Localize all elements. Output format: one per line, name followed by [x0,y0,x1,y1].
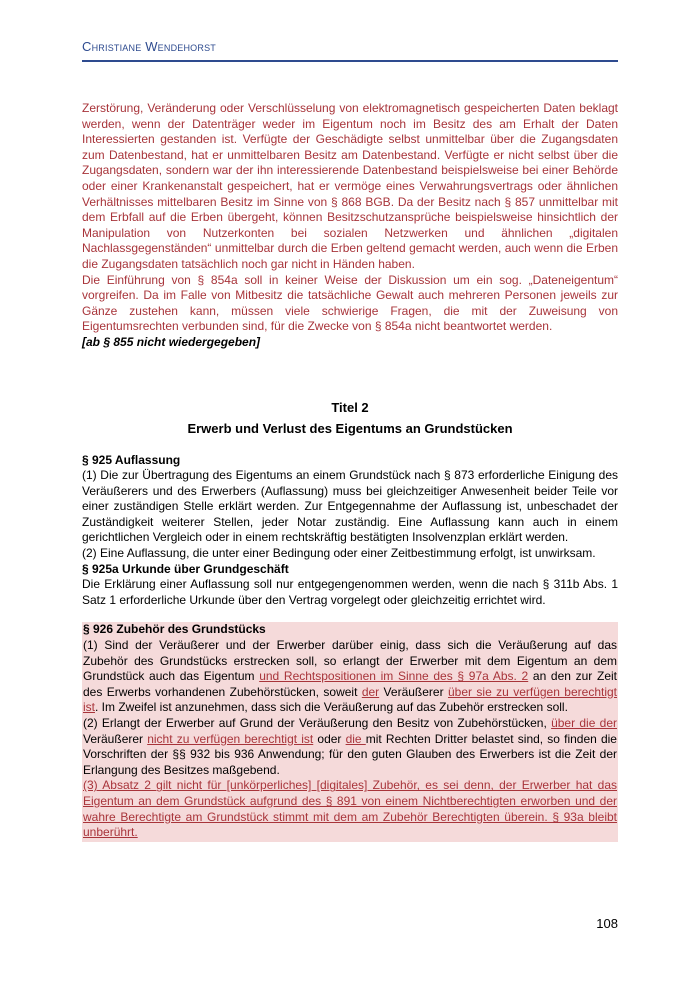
text-run: oder [313,731,346,746]
amendment-insert: der [361,684,380,699]
section-925a-heading: § 925a Urkunde über Grundgeschäft [82,561,289,576]
title-number: Titel 2 [331,399,369,415]
title-block [82,397,618,439]
omitted-note: [ab § 855 nicht wiedergegeben] [82,334,261,349]
section-926-para-2 [83,716,617,778]
amendment-insert: nicht zu verfügen berechtigt ist [147,731,314,746]
amendment-insert: die [345,731,366,746]
section-925-para-2: (2) Eine Auflassung, die unter einer Bedingung oder einer Zeitbestimmung erfolgt, ist unwirksam. [82,546,596,561]
intro-paragraph-1: Zerstörung, Veränderung oder Verschlüsselung von elektromagnetisch gespeicherten Daten beklagt werden, wenn der Datenträger weder im Eigentum noch im Besitz des am Erhalt der Daten Interessierten gestanden ist. Verfügte der Geschädigte selbst unmittelbar über die Zugangsdaten zum Datenbestand, hat er unmittelbaren Besitz am Datenbestand. Verfügte er nicht selbst über die Zugangsdaten, sondern war der ihn interessierende Datenbestand beispielsweise bei einer Behörde oder einer Krankenanstalt gespeichert, hat er vermöge eines Verwahrungsvertrags oder ähnlichen Verhältnisses mittelbaren Besitz im Sinne von § 868 BGB. Da der Besitz nach § 857 unmittelbar mit dem Erbfall auf die Erben übergeht, können Besitzschutzansprüche beispielsweise hinsichtlich der Manipulation von Nutzerkonten bei sozialen Netzwerken und ähnlichen „digitalen Nachlassgegenständen“ unmittelbar durch die Erben geltend gemacht werden, auch wenn die Erben die Zugangsdaten tatsächlich noch gar nicht in Händen haben. [82,101,618,271]
page-body [82,101,618,842]
section-925-heading: § 925 Auflassung [82,452,181,467]
page-number: 108 [596,916,618,931]
text-run: an den zur Zeit des Erwerbs vorhandenen Zubehörstücken, soweit [83,669,617,699]
page-header [82,38,618,62]
text-run: (2) Erlangt der Erwerber auf Grund der Veräußerung den Besitz von Zubehörstücken, [83,716,552,730]
text-run: . Im Zweifel ist anzunehmen, dass sich die Veräußerung auf das Zubehör erstrecken soll. [95,700,568,715]
text-run: Veräußerer [83,731,148,746]
header-author: Christiane Wendehorst [82,39,216,54]
section-925-para-1: (1) Die zur Übertragung des Eigentums an einem Grundstück nach § 873 erforderliche Einigung des Veräußerers und des Erwerbers (Auflassung) muss bei gleichzeitiger Anwesenheit beider Teile vor einer zuständigen Stelle erklärt werden. Zur Entgegennahme der Auflassung ist, unbeschadet der Zuständigkeit weiterer Stellen, jeder Notar zuständig. Eine Auflassung kann auch in einem gerichtlichen Vergleich oder in einem rechtskräftig bestätigten Insolvenzplan erklärt werden. [82,468,618,545]
section-925a-para-1: Die Erklärung einer Auflassung soll nur entgegengenommen werden, wenn die nach § 311b Abs. 1 Satz 1 erforderliche Urkunde über den Vertrag vorgelegt oder gleichzeitig errichtet wird. [82,577,618,607]
amendment-insert: und Rechtspositionen im Sinne des § 97a Abs. 2 [259,669,529,684]
amendment-insert: über die der [551,716,617,730]
section-926-highlight [82,622,618,841]
section-926-para-1 [83,638,617,716]
section-926-para-3: (3) Absatz 2 gilt nicht für [unkörperliches] [digitales] Zubehör, es sei denn, der Erwerber hat das Eigentum an dem Grundstück aufgrund des § 891 von einem Nichtberechtigten erworben und der wahre Berechtigte am Grundstück stimmt mit dem am Zubehör Berechtigten überein. § 93a bleibt unberührt. [83,778,617,840]
text-run: mit Rechten Dritter belastet sind, so finden die Vorschriften der §§ 932 bis 936 Anwendung; für den guten Glauben des Erwerbers ist die Zeit der Erlangung des Besitzes maßgebend. [83,731,617,777]
intro-paragraph-2: Die Einführung von § 854a soll in keiner Weise der Diskussion um ein sog. „Dateneigentum“ vorgreifen. Da im Falle von Mitbesitz die tatsächliche Gewalt auch mehreren Personen jeweils zur Gänze zustehen kann, müssen viele schwierige Fragen, die mit der Zuweisung von Eigentumsrechten verbunden sind, für die Zwecke von § 854a nicht beantwortet werden. [82,272,618,334]
section-926-heading: § 926 Zubehör des Grundstücks [83,622,266,637]
text-run: (1) Sind der Veräußerer und der Erwerber darüber einig, dass sich die Veräußerung auf das Zubehör des Grundstücks erstrecken soll, so erlangt der Erwerber mit dem Eigentum an dem Grundstück auch das Eigentum [83,638,617,684]
title-heading: Erwerb und Verlust des Eigentums an Grundstücken [187,420,513,436]
amendment-insert: über sie zu verfügen berechtigt ist [83,684,617,715]
text-run: Veräußerer [379,684,448,699]
